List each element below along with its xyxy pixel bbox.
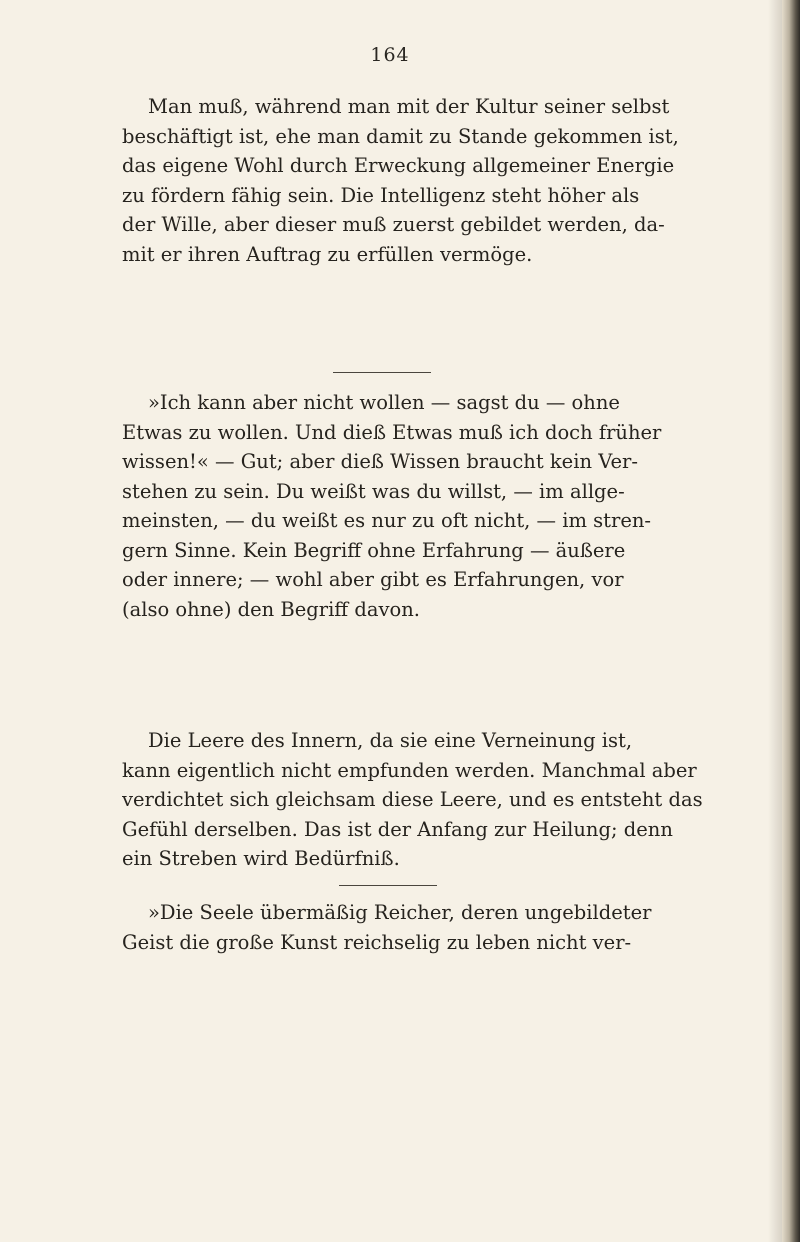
text-line: Etwas zu wollen. Und dieß Etwas muß ich doch früher (122, 420, 662, 444)
paragraph-1 (122, 92, 756, 269)
text-line: Gefühl derselben. Das ist der Anfang zur Heilung; denn (122, 817, 673, 841)
text-line: der Wille, aber dieser muß zuerst gebildet werden, da- (122, 213, 665, 236)
text-line: kann eigentlich nicht empfunden werden. Manchmal aber (122, 758, 697, 782)
page-number: 164 (370, 44, 410, 66)
text-line: »Ich kann aber nicht wollen — sagst du — ohne (148, 391, 620, 414)
text-line: Geist die große Kunst reichselig zu leben nicht ver- (122, 930, 632, 954)
text-line: zu fördern fähig sein. Die Intelligenz steht höher als (122, 183, 640, 207)
text-line: das eigene Wohl durch Erweckung allgemeiner Energie (122, 154, 675, 177)
text-line: oder innere; — wohl aber gibt es Erfahrungen, vor (122, 568, 624, 591)
paragraph-4 (122, 898, 756, 957)
section-divider (333, 372, 431, 373)
text-line: »Die Seele übermäßig Reicher, deren ungebildeter (148, 901, 652, 924)
text-line: Man muß, während man mit der Kultur seiner selbst (148, 95, 670, 118)
text-line: meinsten, — du weißt es nur zu oft nicht, — im stren- (122, 509, 652, 532)
page-edge-shadow (768, 0, 782, 1242)
text-line: wissen!« — Gut; aber dieß Wissen braucht kein Ver- (122, 450, 638, 473)
paragraph-3 (122, 726, 756, 874)
text-line: mit er ihren Auftrag zu erfüllen vermöge. (122, 242, 533, 266)
page-edge-binding (782, 0, 800, 1242)
paragraph-2 (122, 388, 756, 624)
text-line: stehen zu sein. Du weißt was du willst, — im allge- (122, 479, 625, 503)
text-line: ein Streben wird Bedürfniß. (122, 847, 400, 870)
text-line: verdichtet sich gleichsam diese Leere, und es entsteht das (122, 788, 703, 811)
text-line: gern Sinne. Kein Begriff ohne Erfahrung — äußere (122, 538, 626, 562)
text-line: beschäftigt ist, ehe man damit zu Stande gekommen ist, (122, 124, 679, 148)
text-line: Die Leere des Innern, da sie eine Verneinung ist, (148, 729, 633, 752)
section-divider (339, 885, 437, 886)
text-line: (also ohne) den Begriff davon. (122, 597, 420, 621)
